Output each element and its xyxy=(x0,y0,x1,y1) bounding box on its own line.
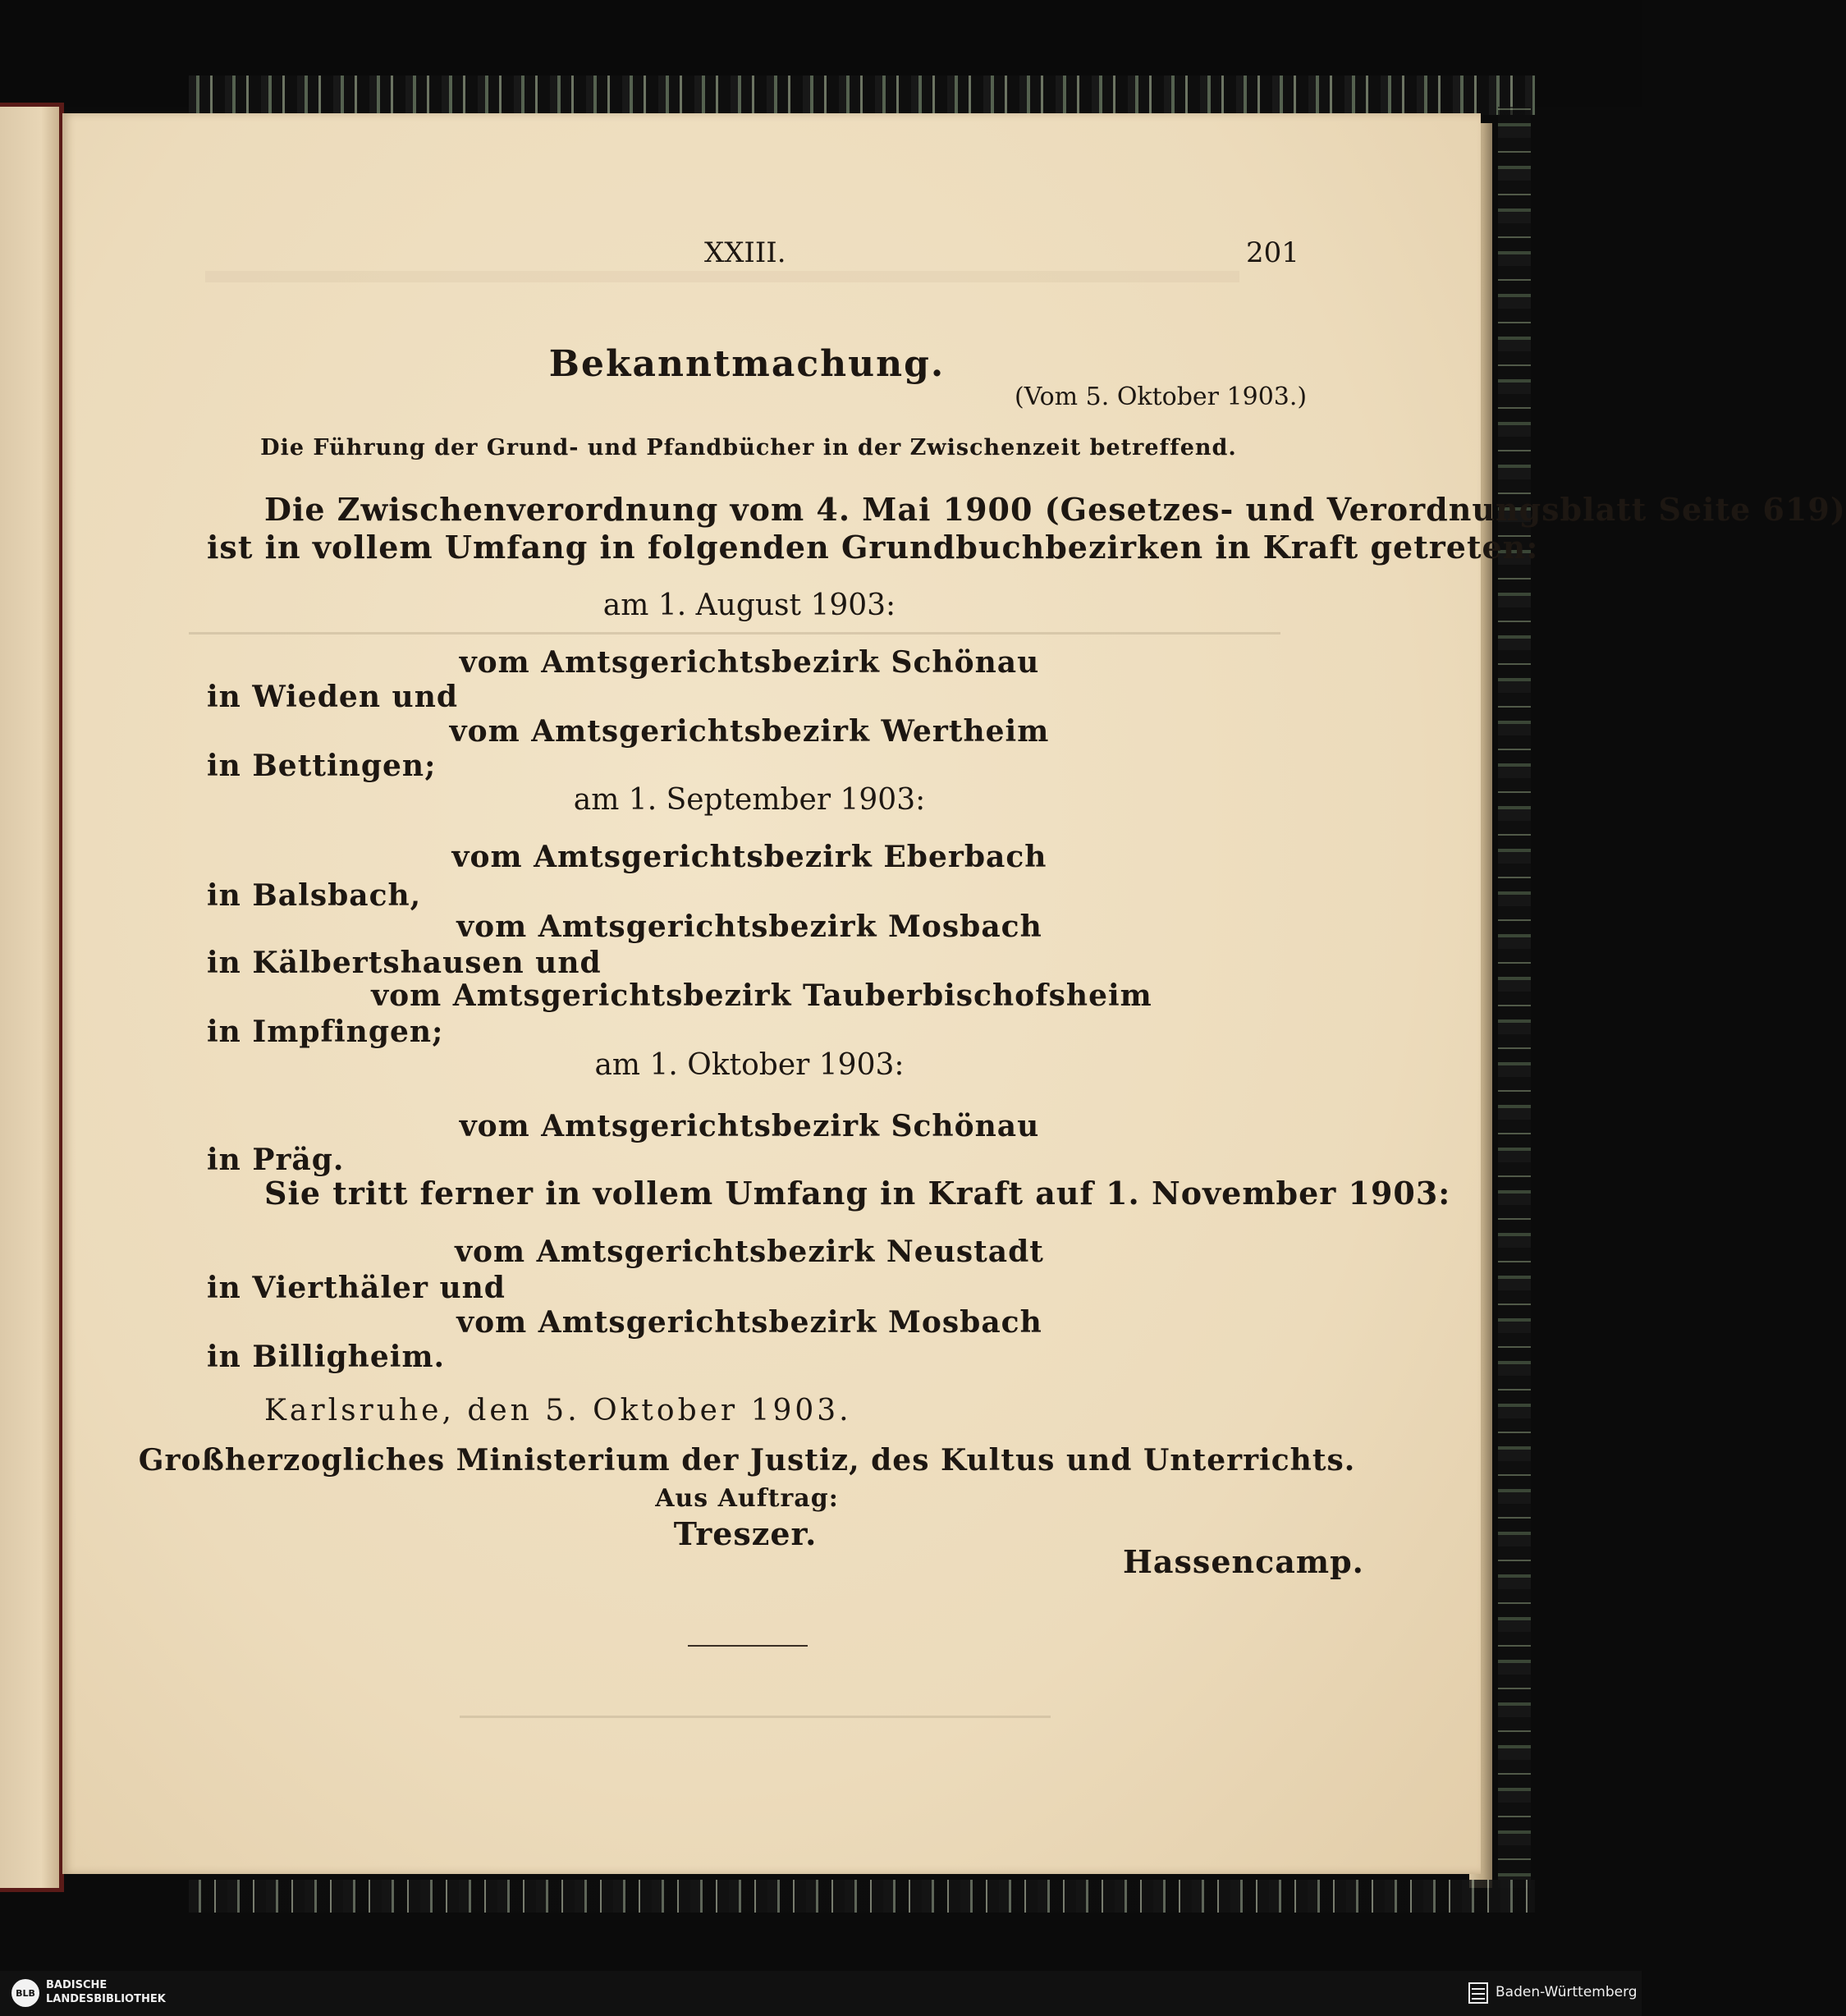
library-logo: BLB xyxy=(11,1979,39,2007)
library-name xyxy=(46,1978,166,2006)
court-district: vom Amtsgerichtsbezirk Tauberbischofsheim xyxy=(371,978,1152,1013)
court-district: vom Amtsgerichtsbezirk Schönau xyxy=(459,1109,1040,1143)
bleed-through-rule xyxy=(189,632,1280,635)
cosigner-name: Hassencamp. xyxy=(1123,1543,1364,1580)
place-entry: in Balsbach, xyxy=(207,878,422,913)
state-emblem-icon xyxy=(1468,1982,1489,2005)
intro-line-2: ist in vollem Umfang in folgenden Grundbuchbezirken in Kraft getreten: xyxy=(207,529,1539,566)
court-district: vom Amtsgerichtsbezirk Wertheim xyxy=(449,714,1050,749)
viewer-footer-bar xyxy=(0,1971,1642,2016)
court-district: vom Amtsgerichtsbezirk Mosbach xyxy=(456,1305,1042,1340)
date-heading-september: am 1. September 1903: xyxy=(573,783,926,817)
ministry-name: Großherzogliches Ministerium der Justiz, des Kultus und Unterrichts. xyxy=(138,1443,1356,1478)
place-entry: in Billigheim. xyxy=(207,1340,446,1374)
court-district: vom Amtsgerichtsbezirk Schönau xyxy=(459,645,1040,680)
on-behalf-note: Aus Auftrag: xyxy=(655,1484,839,1513)
court-district: vom Amtsgerichtsbezirk Neustadt xyxy=(455,1235,1044,1269)
document-title: Bekanntmachung. xyxy=(548,343,946,385)
place-and-date: Karlsruhe, den 5. Oktober 1903. xyxy=(264,1394,852,1427)
november-line: Sie tritt ferner in vollem Umfang in Kraft auf 1. November 1903: xyxy=(264,1175,1451,1212)
page-number: 201 xyxy=(1246,236,1299,269)
bleed-through-masthead-ghost xyxy=(205,271,1239,282)
document-date: (Vom 5. Oktober 1903.) xyxy=(1015,383,1308,411)
court-district: vom Amtsgerichtsbezirk Eberbach xyxy=(451,840,1047,874)
place-entry: in Kälbertshausen und xyxy=(207,946,602,980)
place-entry: in Präg. xyxy=(207,1143,345,1177)
intro-line-1: Die Zwischenverordnung vom 4. Mai 1900 (Gesetzes- und Verordnungsblatt Seite 619) xyxy=(264,491,1846,528)
document-subject: Die Führung der Grund- und Pfandbücher in der Zwischenzeit betreffend. xyxy=(260,435,1237,460)
section-number: XXIII. xyxy=(704,236,786,269)
library-name-line-1: BADISCHE xyxy=(46,1979,108,1991)
marbled-edge-right xyxy=(1498,107,1531,1888)
place-entry: in Impfingen; xyxy=(207,1015,444,1049)
place-entry: in Vierthäler und xyxy=(207,1271,506,1305)
place-entry: in Wieden und xyxy=(207,680,459,714)
court-district: vom Amtsgerichtsbezirk Mosbach xyxy=(456,909,1042,944)
date-heading-october: am 1. Oktober 1903: xyxy=(594,1048,905,1082)
marbled-edge-bottom xyxy=(189,1880,1535,1913)
left-page-edge xyxy=(0,107,59,1888)
state-name: Baden-Württemberg xyxy=(1496,1984,1638,2000)
end-rule xyxy=(688,1645,808,1647)
bleed-through-rule xyxy=(460,1716,1051,1718)
signer-name: Treszer. xyxy=(673,1515,818,1552)
library-name-line-2: LANDESBIBLIOTHEK xyxy=(46,1993,166,2005)
place-entry: in Bettingen; xyxy=(207,749,437,783)
date-heading-august: am 1. August 1903: xyxy=(602,589,896,622)
marbled-edge-top xyxy=(189,76,1535,115)
